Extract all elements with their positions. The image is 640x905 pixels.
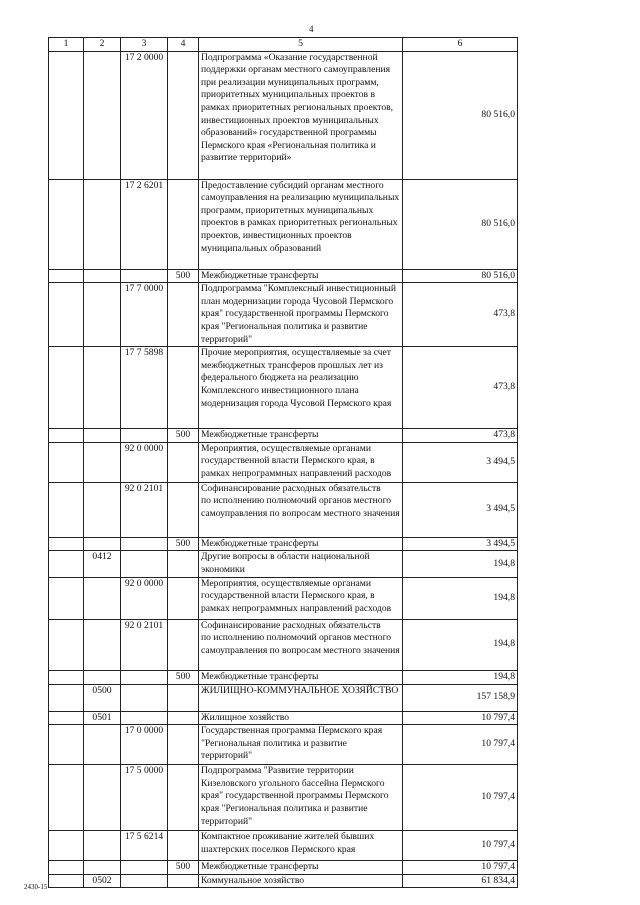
header-col-1: 1 — [49, 38, 84, 52]
expense-type-code — [168, 283, 199, 347]
table-row — [49, 670, 518, 684]
description: Межбюджетные трансферты — [199, 429, 403, 443]
description: Государственная программа Пермского края "Региональная политика и развитие территорий" — [199, 725, 403, 765]
table-row — [49, 283, 518, 347]
amount: 10 797,4 — [403, 725, 518, 765]
header-col-4: 4 — [168, 38, 199, 52]
page-number: 4 — [309, 24, 314, 34]
amount: 80 516,0 — [403, 269, 518, 283]
header-col-2: 2 — [84, 38, 121, 52]
subsection-code — [84, 861, 121, 875]
target-article-code — [121, 551, 168, 577]
expense-type-code — [168, 482, 199, 537]
table-header-row — [49, 38, 518, 52]
amount: 473,8 — [403, 283, 518, 347]
description: Прочие мероприятия, осуществляемые за счет межбюджетных трансферов прошлых лет из федерального бюджета на реализацию Комплексного инвестиционного плана модернизация города Чусовой Пермского края — [199, 347, 403, 429]
expense-type-code — [168, 551, 199, 577]
expense-type-code — [168, 347, 199, 429]
table-row — [49, 269, 518, 283]
amount: 10 797,4 — [403, 831, 518, 861]
section-code — [49, 711, 84, 725]
target-article-code — [121, 684, 168, 711]
amount: 194,8 — [403, 551, 518, 577]
section-code — [49, 347, 84, 429]
amount: 61 834,4 — [403, 874, 518, 888]
table-row — [49, 711, 518, 725]
description: Предоставление субсидий органам местного самоуправления на реализацию муниципальных программ, приоритетных муниципальных проектов в рамках приоритетных региональных проектов, инвестиционных проектов муниципальных образований — [199, 179, 403, 269]
description: Коммунальное хозяйство — [199, 874, 403, 888]
table-row — [49, 51, 518, 179]
target-article-code: 92 0 2101 — [121, 482, 168, 537]
table-row — [49, 442, 518, 482]
section-code — [49, 725, 84, 765]
subsection-code: 0501 — [84, 711, 121, 725]
table-row — [49, 861, 518, 875]
expense-type-code: 500 — [168, 861, 199, 875]
subsection-code — [84, 619, 121, 670]
section-code — [49, 861, 84, 875]
description: Межбюджетные трансферты — [199, 269, 403, 283]
amount: 10 797,4 — [403, 711, 518, 725]
section-code — [49, 577, 84, 619]
target-article-code — [121, 537, 168, 551]
description: ЖИЛИЩНО-КОММУНАЛЬНОЕ ХОЗЯЙСТВО — [199, 684, 403, 711]
amount: 194,8 — [403, 577, 518, 619]
subsection-code — [84, 283, 121, 347]
expense-type-code: 500 — [168, 269, 199, 283]
description: Подпрограмма «Оказание государственной поддержки органам местного самоуправления при реализации муниципальных программ, приоритетных муниципальных проектов в рамках приоритетных региональных проектов, инвестиционных проектов муниципальных образований» государственной программы Пермского края «Региональная политика и развитие территорий» — [199, 51, 403, 179]
target-article-code — [121, 670, 168, 684]
table-row — [49, 765, 518, 831]
section-code — [49, 442, 84, 482]
expense-type-code — [168, 442, 199, 482]
description: Межбюджетные трансферты — [199, 537, 403, 551]
section-code — [49, 482, 84, 537]
amount: 157 158,9 — [403, 684, 518, 711]
expense-type-code — [168, 179, 199, 269]
target-article-code: 17 7 5898 — [121, 347, 168, 429]
table-row — [49, 684, 518, 711]
amount: 3 494,5 — [403, 442, 518, 482]
subsection-code — [84, 831, 121, 861]
amount: 473,8 — [403, 429, 518, 443]
header-col-5: 5 — [199, 38, 403, 52]
table-row — [49, 347, 518, 429]
table-row — [49, 831, 518, 861]
description: Межбюджетные трансферты — [199, 861, 403, 875]
header-col-6: 6 — [403, 38, 518, 52]
section-code — [49, 283, 84, 347]
section-code — [49, 874, 84, 888]
subsection-code: 0502 — [84, 874, 121, 888]
table-row — [49, 577, 518, 619]
expense-type-code — [168, 725, 199, 765]
expense-type-code — [168, 831, 199, 861]
description: Софинансирование расходных обязательств по исполнению полномочий органов местного самоуправления по вопросам местного значения — [199, 482, 403, 537]
table-row — [49, 482, 518, 537]
target-article-code: 17 7 0000 — [121, 283, 168, 347]
expense-type-code — [168, 711, 199, 725]
section-code — [49, 684, 84, 711]
target-article-code: 17 2 0000 — [121, 51, 168, 179]
expense-type-code — [168, 765, 199, 831]
description: Жилищное хозяйство — [199, 711, 403, 725]
subsection-code — [84, 537, 121, 551]
target-article-code: 92 0 2101 — [121, 619, 168, 670]
target-article-code: 17 0 0000 — [121, 725, 168, 765]
section-code — [49, 179, 84, 269]
description: Другие вопросы в области национальной экономики — [199, 551, 403, 577]
table-row — [49, 619, 518, 670]
section-code — [49, 765, 84, 831]
target-article-code: 92 0 0000 — [121, 577, 168, 619]
target-article-code: 17 5 6214 — [121, 831, 168, 861]
amount: 10 797,4 — [403, 765, 518, 831]
target-article-code — [121, 874, 168, 888]
description: Подпрограмма "Комплексный инвестиционный план модернизации города Чусовой Пермского края" государственной программы Пермского края "Региональная политика и развитие территорий" — [199, 283, 403, 347]
amount: 194,8 — [403, 670, 518, 684]
section-code — [49, 51, 84, 179]
description: Софинансирование расходных обязательств по исполнению полномочий органов местного самоуправления по вопросам местного значения — [199, 619, 403, 670]
target-article-code — [121, 711, 168, 725]
subsection-code — [84, 269, 121, 283]
description: Межбюджетные трансферты — [199, 670, 403, 684]
subsection-code — [84, 482, 121, 537]
subsection-code — [84, 442, 121, 482]
amount: 3 494,5 — [403, 482, 518, 537]
description: Подпрограмма "Развитие территории Кизеловского угольного бассейна Пермского края" государственной программы Пермского края "Региональная политика и развитие территорий" — [199, 765, 403, 831]
description: Мероприятия, осуществляемые органами государственной власти Пермского края, в рамках непрограммных направлений расходов — [199, 442, 403, 482]
table-row — [49, 429, 518, 443]
subsection-code — [84, 670, 121, 684]
description: Компактное проживание жителей бывших шахтерских поселков Пермского края — [199, 831, 403, 861]
subsection-code: 0412 — [84, 551, 121, 577]
expense-type-code: 500 — [168, 429, 199, 443]
target-article-code — [121, 269, 168, 283]
target-article-code: 92 0 0000 — [121, 442, 168, 482]
expense-type-code — [168, 684, 199, 711]
subsection-code — [84, 429, 121, 443]
section-code — [49, 670, 84, 684]
amount: 10 797,4 — [403, 861, 518, 875]
section-code — [49, 269, 84, 283]
target-article-code — [121, 861, 168, 875]
target-article-code — [121, 429, 168, 443]
section-code — [49, 619, 84, 670]
expense-type-code — [168, 874, 199, 888]
section-code — [49, 537, 84, 551]
table-row — [49, 537, 518, 551]
table-row — [49, 725, 518, 765]
subsection-code — [84, 765, 121, 831]
expense-type-code — [168, 51, 199, 179]
amount: 3 494,5 — [403, 537, 518, 551]
expense-type-code: 500 — [168, 670, 199, 684]
budget-table — [48, 37, 518, 888]
amount: 80 516,0 — [403, 51, 518, 179]
table-row — [49, 551, 518, 577]
table-row — [49, 874, 518, 888]
section-code — [49, 429, 84, 443]
expense-type-code — [168, 619, 199, 670]
expense-type-code — [168, 577, 199, 619]
amount: 473,8 — [403, 347, 518, 429]
section-code — [49, 551, 84, 577]
subsection-code — [84, 725, 121, 765]
target-article-code: 17 5 0000 — [121, 765, 168, 831]
footer-code: 2430-15 — [24, 883, 48, 891]
description: Мероприятия, осуществляемые органами государственной власти Пермского края, в рамках непрограммных направлений расходов — [199, 577, 403, 619]
table-row — [49, 179, 518, 269]
expense-type-code: 500 — [168, 537, 199, 551]
subsection-code: 0500 — [84, 684, 121, 711]
section-code — [49, 831, 84, 861]
subsection-code — [84, 577, 121, 619]
subsection-code — [84, 51, 121, 179]
subsection-code — [84, 347, 121, 429]
amount: 80 516,0 — [403, 179, 518, 269]
subsection-code — [84, 179, 121, 269]
amount: 194,8 — [403, 619, 518, 670]
header-col-3: 3 — [121, 38, 168, 52]
target-article-code: 17 2 6201 — [121, 179, 168, 269]
